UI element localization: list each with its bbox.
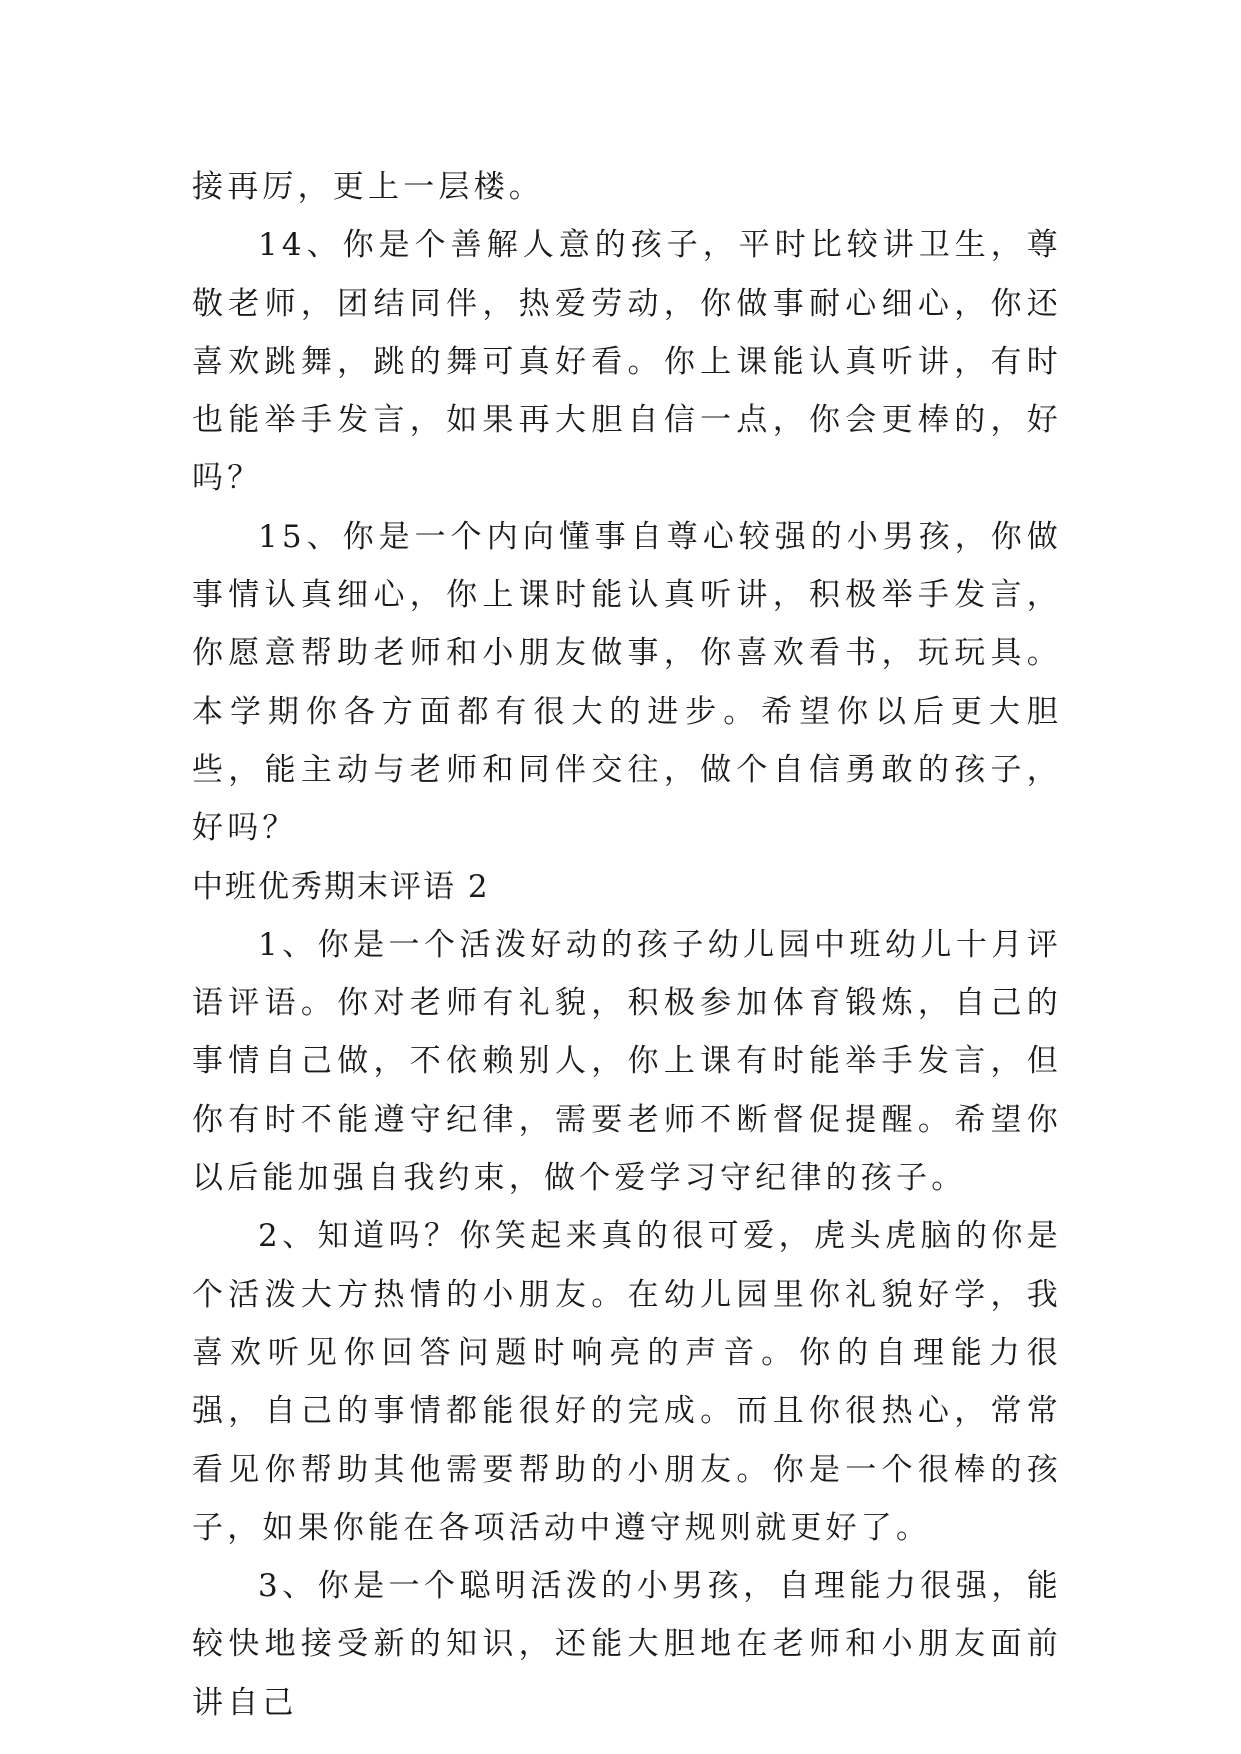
paragraph-item-14: 14、你是个善解人意的孩子，平时比较讲卫生，尊敬老师，团结同伴，热爱劳动，你做事耐心细心，你还喜欢跳舞，跳的舞可真好看。你上课能认真听讲，有时也能举手发言，如果再大胆自信一点，你会更棒的，好吗？ <box>192 227 1062 497</box>
section-heading: 中班优秀期末评语 2 <box>192 868 490 905</box>
paragraph-continuation: 接再厉，更上一层楼。 <box>192 169 544 205</box>
paragraph-item-1: 1、你是一个活泼好动的孩子幼儿园中班幼儿十月评语评语。你对老师有礼貌，积极参加体育锻炼，自己的事情自己做，不依赖别人，你上课有时能举手发言，但你有时不能遵守纪律，需要老师不断督促提醒。希望你以后能加强自我约束，做个爱学习守纪律的孩子。 <box>192 926 1062 1197</box>
paragraph-item-2: 2、知道吗？你笑起来真的很可爱，虎头虎脑的你是个活泼大方热情的小朋友。在幼儿园里你礼貌好学，我喜欢听见你回答问题时响亮的声音。你的自理能力很强，自己的事情都能很好的完成。而且你很热心，常常看见你帮助其他需要帮助的小朋友。你是一个很棒的孩子，如果你能在各项活动中遵守规则就更好了。 <box>192 1218 1062 1546</box>
paragraph-item-3: 3、你是一个聪明活泼的小男孩，自理能力很强，能较快地接受新的知识，还能大胆地在老师和小朋友面前讲自己 <box>192 1568 1062 1721</box>
document-body <box>192 158 1062 1732</box>
paragraph-item-15: 15、你是一个内向懂事自尊心较强的小男孩，你做事情认真细心，你上课时能认真听讲，积极举手发言，你愿意帮助老师和小朋友做事，你喜欢看书，玩玩具。本学期你各方面都有很大的进步。希望你以后更大胆些，能主动与老师和同伴交往，做个自信勇敢的孩子，好吗？ <box>192 518 1062 847</box>
